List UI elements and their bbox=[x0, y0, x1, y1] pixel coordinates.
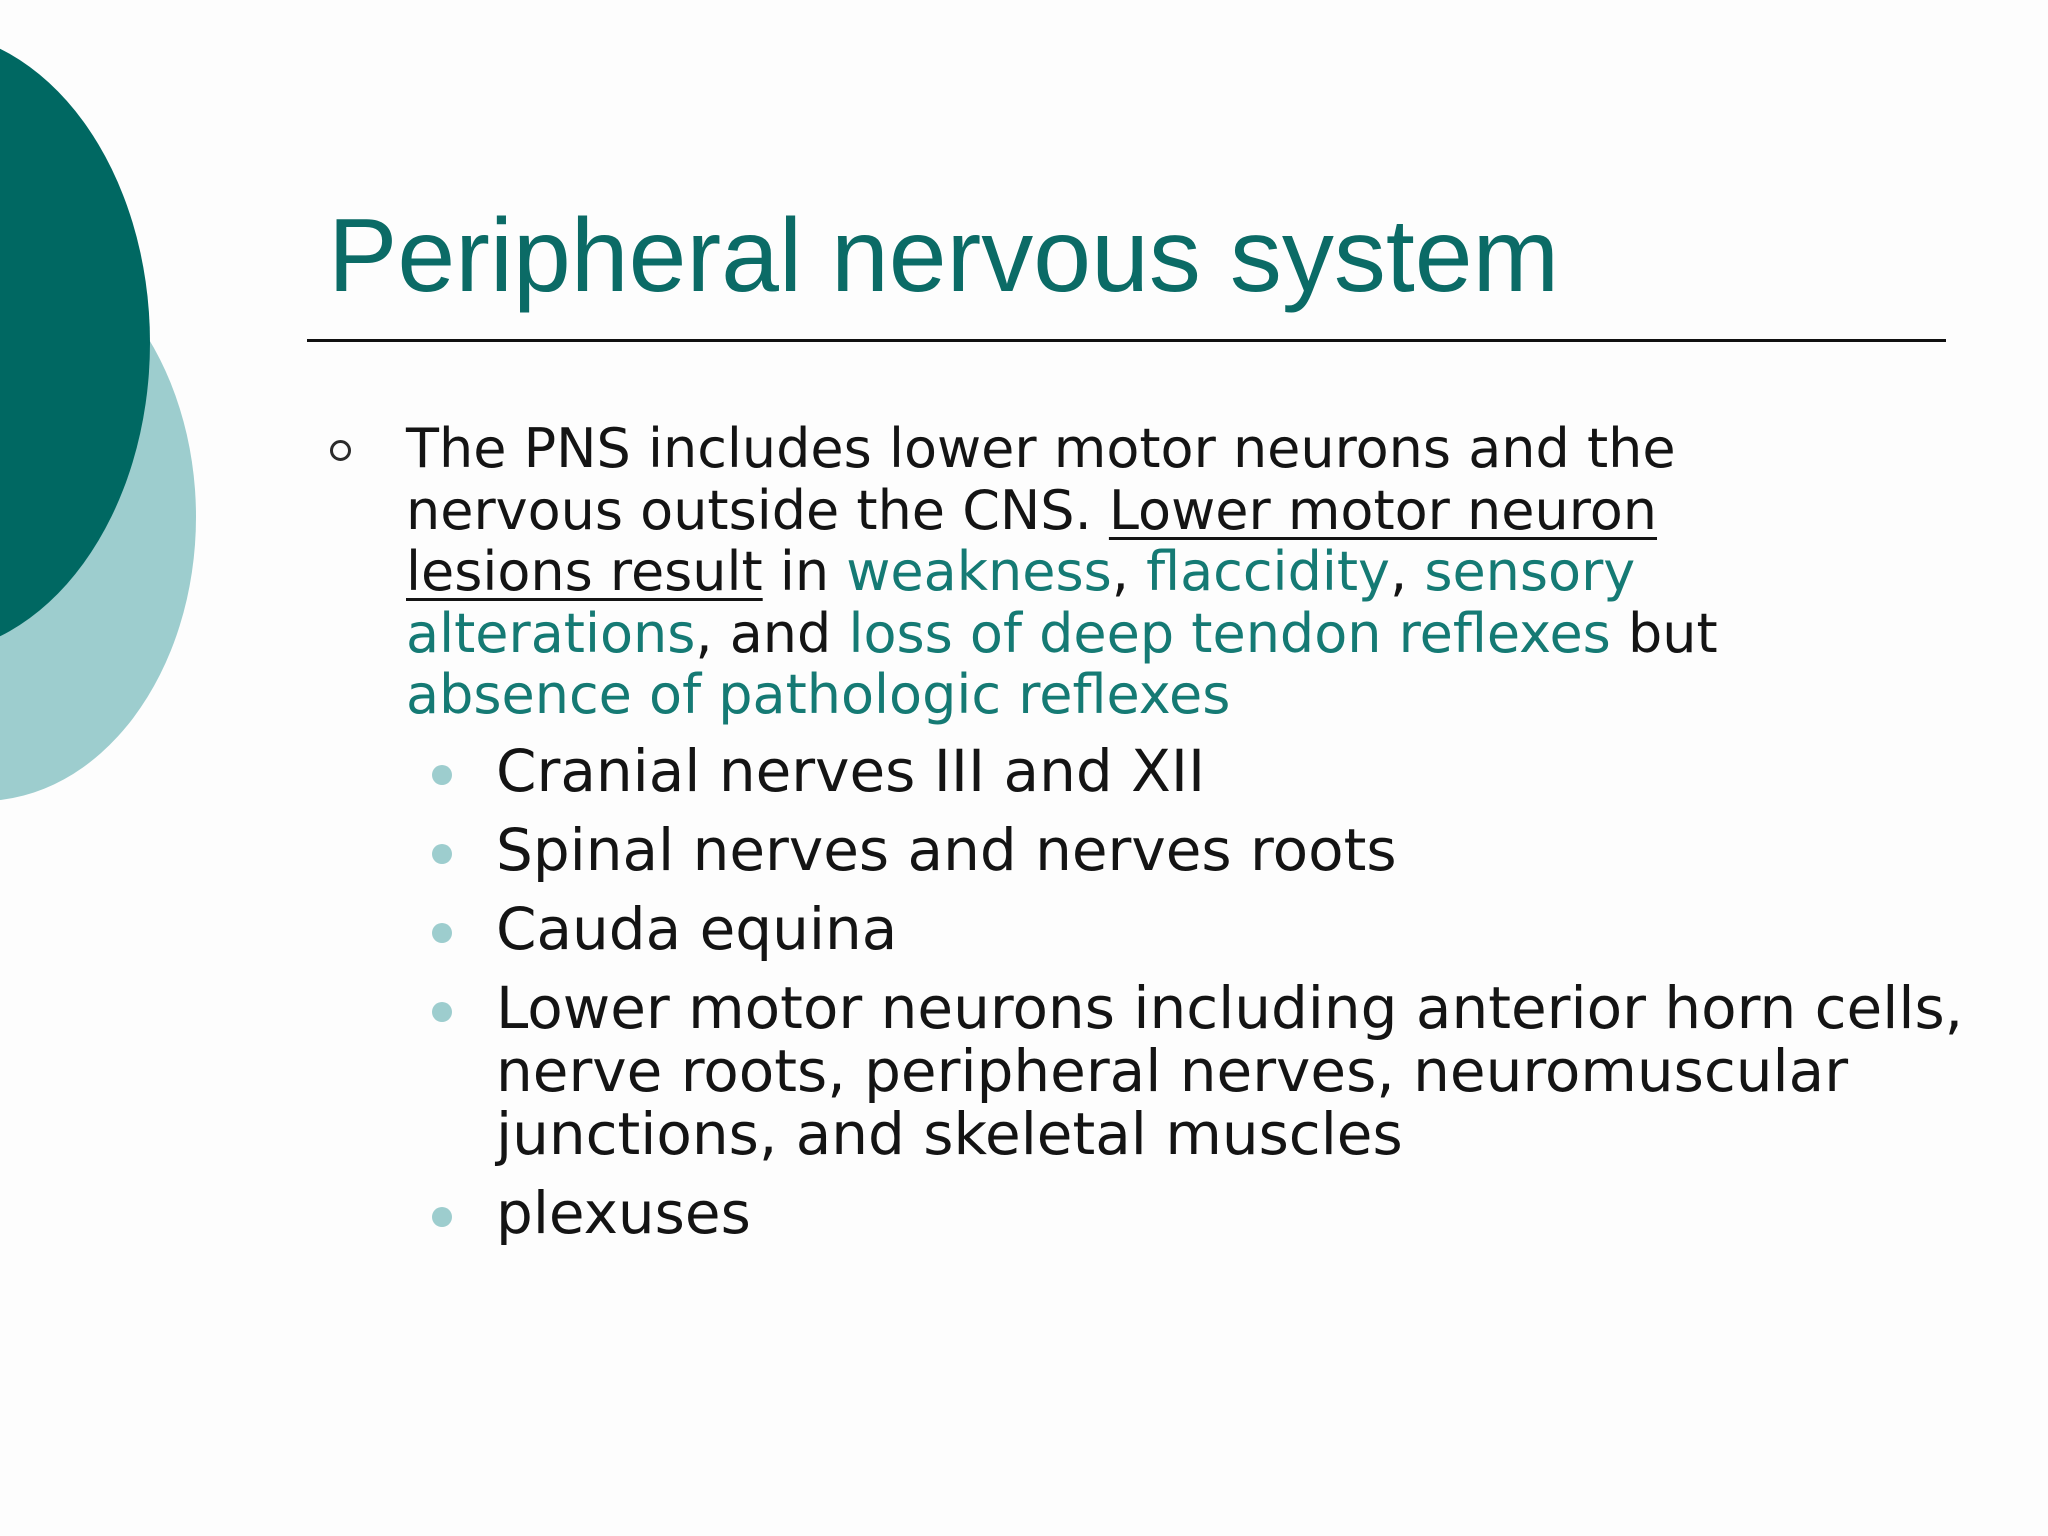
sub-bullet-text: Cranial nerves III and XII bbox=[496, 736, 1206, 805]
filled-dot-bullet-icon bbox=[432, 1207, 452, 1227]
term-weakness: weakness bbox=[846, 540, 1112, 603]
lmn-lesions-underlined: Lower motor neuron lesions result bbox=[406, 478, 1658, 603]
list-item bbox=[406, 973, 1996, 1168]
sub-bullet-text: plexuses bbox=[496, 1178, 751, 1247]
sub-bullet-text: Spinal nerves and nerves roots bbox=[496, 815, 1397, 884]
term-loss-of-reflexes: loss of deep tendon reflexes bbox=[848, 601, 1611, 665]
slide-title: Peripheral nervous system bbox=[328, 198, 1560, 314]
sub-bullet-text: Cauda equina bbox=[496, 894, 898, 963]
term-flaccidity: flaccidity bbox=[1146, 540, 1390, 603]
slide-body bbox=[406, 418, 1996, 1245]
term-sensory-alterations: sensory alterations bbox=[406, 540, 1636, 665]
term-absence-pathologic-reflexes: absence of pathologic reflexes bbox=[406, 663, 1231, 726]
list-item bbox=[406, 1178, 1996, 1247]
sub-bullet-list bbox=[406, 736, 1996, 1247]
sub-bullet-text: Lower motor neurons including anterior horn cells, nerve roots, peripheral nerves, neuromuscular junctions, and skeletal muscles bbox=[496, 973, 1964, 1168]
filled-dot-bullet-icon bbox=[432, 923, 452, 943]
title-divider bbox=[307, 339, 1946, 342]
list-item bbox=[406, 815, 1996, 884]
connector-in: in bbox=[762, 540, 847, 603]
pns-intro-text: The PNS includes lower motor neurons and the nervous outside the CNS. bbox=[406, 417, 1676, 542]
filled-dot-bullet-icon bbox=[432, 1002, 452, 1022]
separator-1: , bbox=[1111, 540, 1147, 603]
list-item bbox=[406, 894, 1996, 963]
separator-2: , bbox=[1389, 540, 1425, 603]
main-bullet-text bbox=[406, 418, 1806, 726]
list-item bbox=[406, 736, 1996, 805]
filled-dot-bullet-icon bbox=[432, 844, 452, 864]
hollow-circle-bullet-icon bbox=[330, 440, 351, 461]
connector-and: , and bbox=[695, 601, 849, 665]
connector-but: but bbox=[1610, 601, 1718, 665]
filled-dot-bullet-icon bbox=[432, 765, 452, 785]
